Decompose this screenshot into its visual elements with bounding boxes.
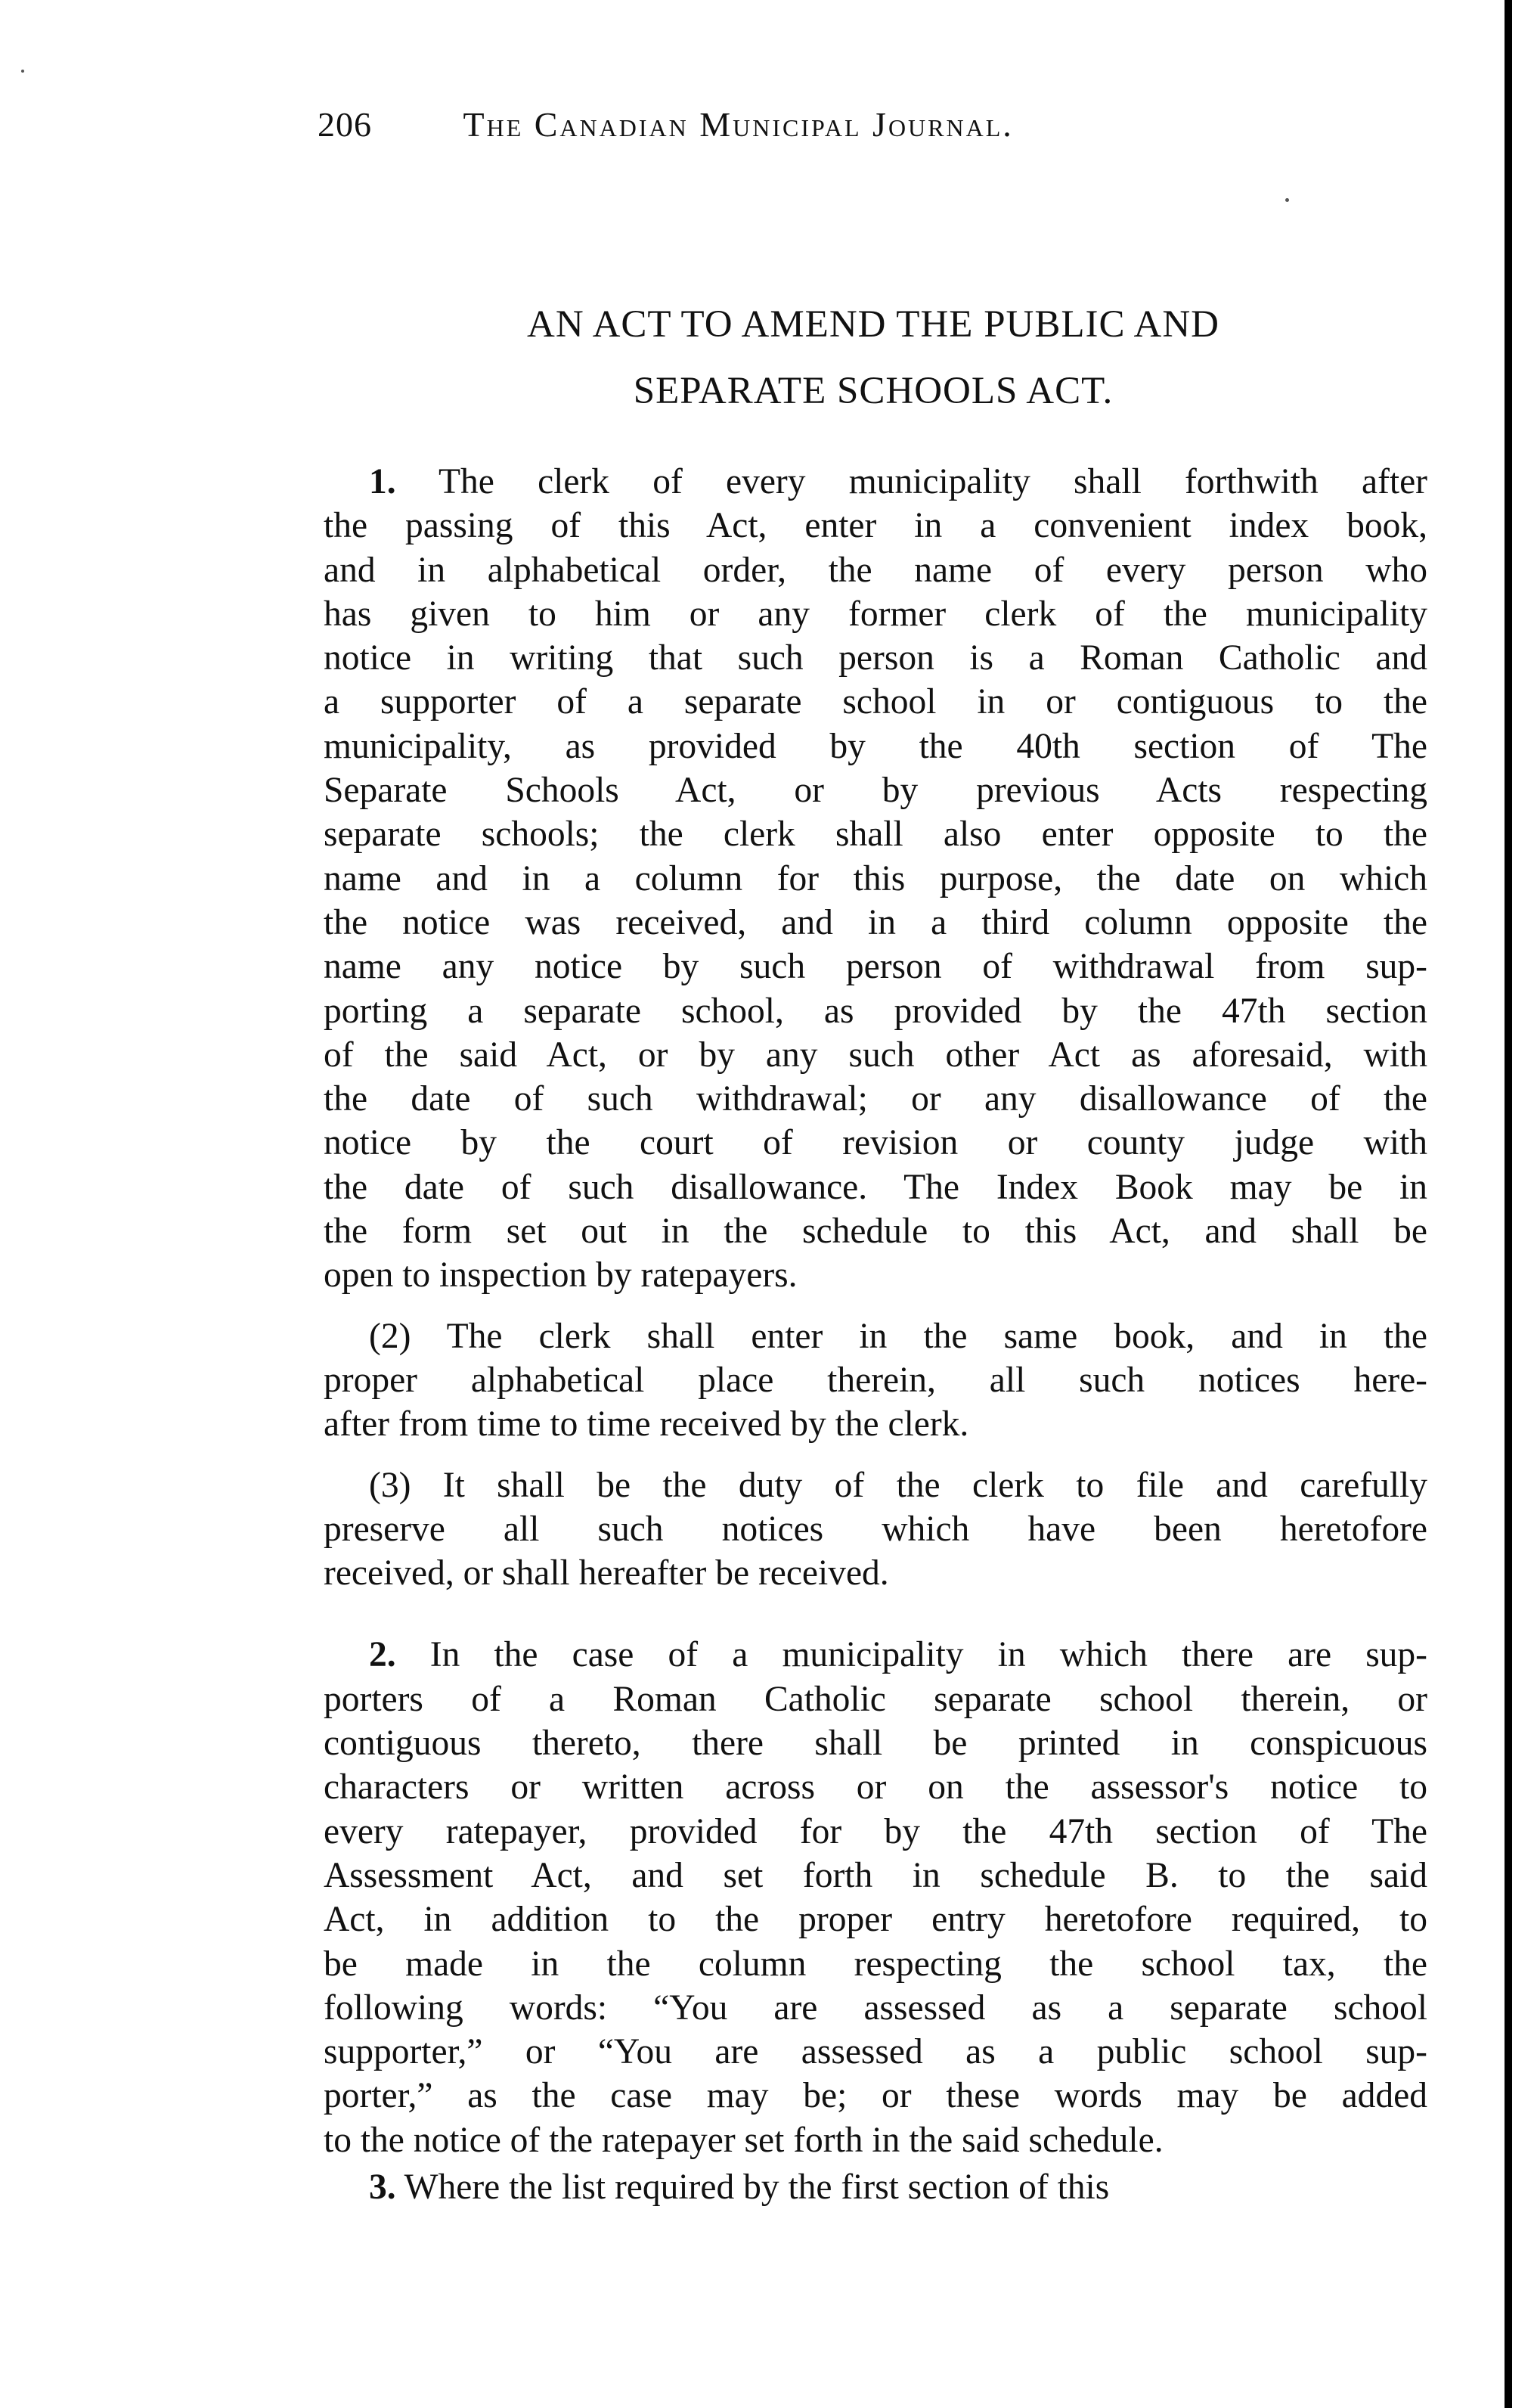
text-line: supporter,” or “You are assessed as a public school sup- [324,2032,1427,2072]
section-number: 3. [369,2167,396,2207]
text-line: the date of such disallowance. The Index Book may be in [324,1167,1427,1207]
subsection-2 [324,1314,1427,1447]
text-line: received, or shall hereafter be received. [324,1553,889,1593]
text-line: has given to him or any former clerk of the municipality [324,594,1427,634]
text-line: porters of a Roman Catholic separate school therein, or [324,1679,1427,1719]
text-line: of the said Act, or by any such other Act as aforesaid, with [324,1035,1427,1075]
text-line: the passing of this Act, enter in a convenient index book, [324,506,1427,546]
text-line: Act, in addition to the proper entry heretofore required, to [324,1900,1427,1940]
scan-speck [21,70,24,73]
text-line: every ratepayer, provided for by the 47th section of The [324,1811,1427,1851]
text-line: a supporter of a separate school in or contiguous to the [324,682,1427,722]
text-line [369,1463,1427,1507]
act-title-line-2: SEPARATE SCHOOLS ACT. [633,370,1114,412]
text-line: notice in writing that such person is a Roman Catholic and [324,638,1427,678]
line-text: The clerk of every municipality shall forthwith after [439,462,1427,501]
section-number: (3) [369,1465,411,1505]
subsection-3 [324,1463,1427,1596]
text-line: characters or written across or on the assessor's notice to [324,1767,1427,1808]
text-line: Separate Schools Act, or by previous Acts respecting [324,771,1427,811]
text-line: municipality, as provided by the 40th section of The [324,726,1427,766]
scan-speck [1285,198,1289,202]
text-line: to the notice of the ratepayer set forth in the said schedule. [324,2120,1164,2160]
text-line [369,1633,1427,1677]
text-line: proper alphabetical place therein, all such notices here- [324,1360,1427,1400]
text-line: Assessment Act, and set forth in schedule B. to the said [324,1855,1427,1895]
text-line [369,460,1427,504]
act-body [324,460,1427,2209]
act-title [318,291,1429,424]
section-1 [324,460,1427,1298]
text-line: porter,” as the case may be; or these words may be added [324,2076,1427,2116]
running-header [318,104,1247,144]
page-number: 206 [318,105,372,144]
section-number: (2) [369,1316,411,1356]
binding-edge-shadow [1505,0,1512,2408]
line-text: Where the list required by the first section of this [404,2167,1110,2207]
text-line: and in alphabetical order, the name of every person who [324,550,1427,590]
line-text: It shall be the duty of the clerk to file and carefully [442,1465,1428,1505]
text-line: following words: “You are assessed as a separate school [324,1988,1427,2028]
journal-title: The Canadian Municipal Journal. [463,105,1014,144]
text-line: be made in the column respecting the school tax, the [324,1944,1427,1984]
text-line [369,1314,1427,1358]
act-title-line-1: AN ACT TO AMEND THE PUBLIC AND [526,303,1219,346]
line-text: The clerk shall enter in the same book, and in the [446,1316,1427,1356]
text-line: porting a separate school, as provided by the 47th section [324,991,1427,1031]
section-3 [324,2165,1427,2209]
text-line [369,2165,1427,2209]
text-line: contiguous thereto, there shall be printed in conspicuous [324,1724,1427,1764]
text-line: preserve all such notices which have been heretofore [324,1509,1427,1549]
text-line: after from time to time received by the clerk. [324,1404,969,1444]
text-line: name any notice by such person of withdrawal from sup- [324,947,1427,987]
text-line: separate schools; the clerk shall also enter opposite to the [324,815,1427,855]
section-number: 2. [369,1635,396,1675]
text-line: the date of such withdrawal; or any disallowance of the [324,1079,1427,1119]
section-number: 1. [369,462,396,501]
text-line: notice by the court of revision or county judge with [324,1123,1427,1163]
text-line: name and in a column for this purpose, the date on which [324,858,1427,898]
text-line: the notice was received, and in a third column opposite the [324,902,1427,942]
line-text: In the case of a municipality in which there are sup- [429,1635,1427,1675]
text-line: open to inspection by ratepayers. [324,1255,798,1296]
text-line: the form set out in the schedule to this Act, and shall be [324,1212,1427,1252]
section-2 [324,1633,1427,2162]
